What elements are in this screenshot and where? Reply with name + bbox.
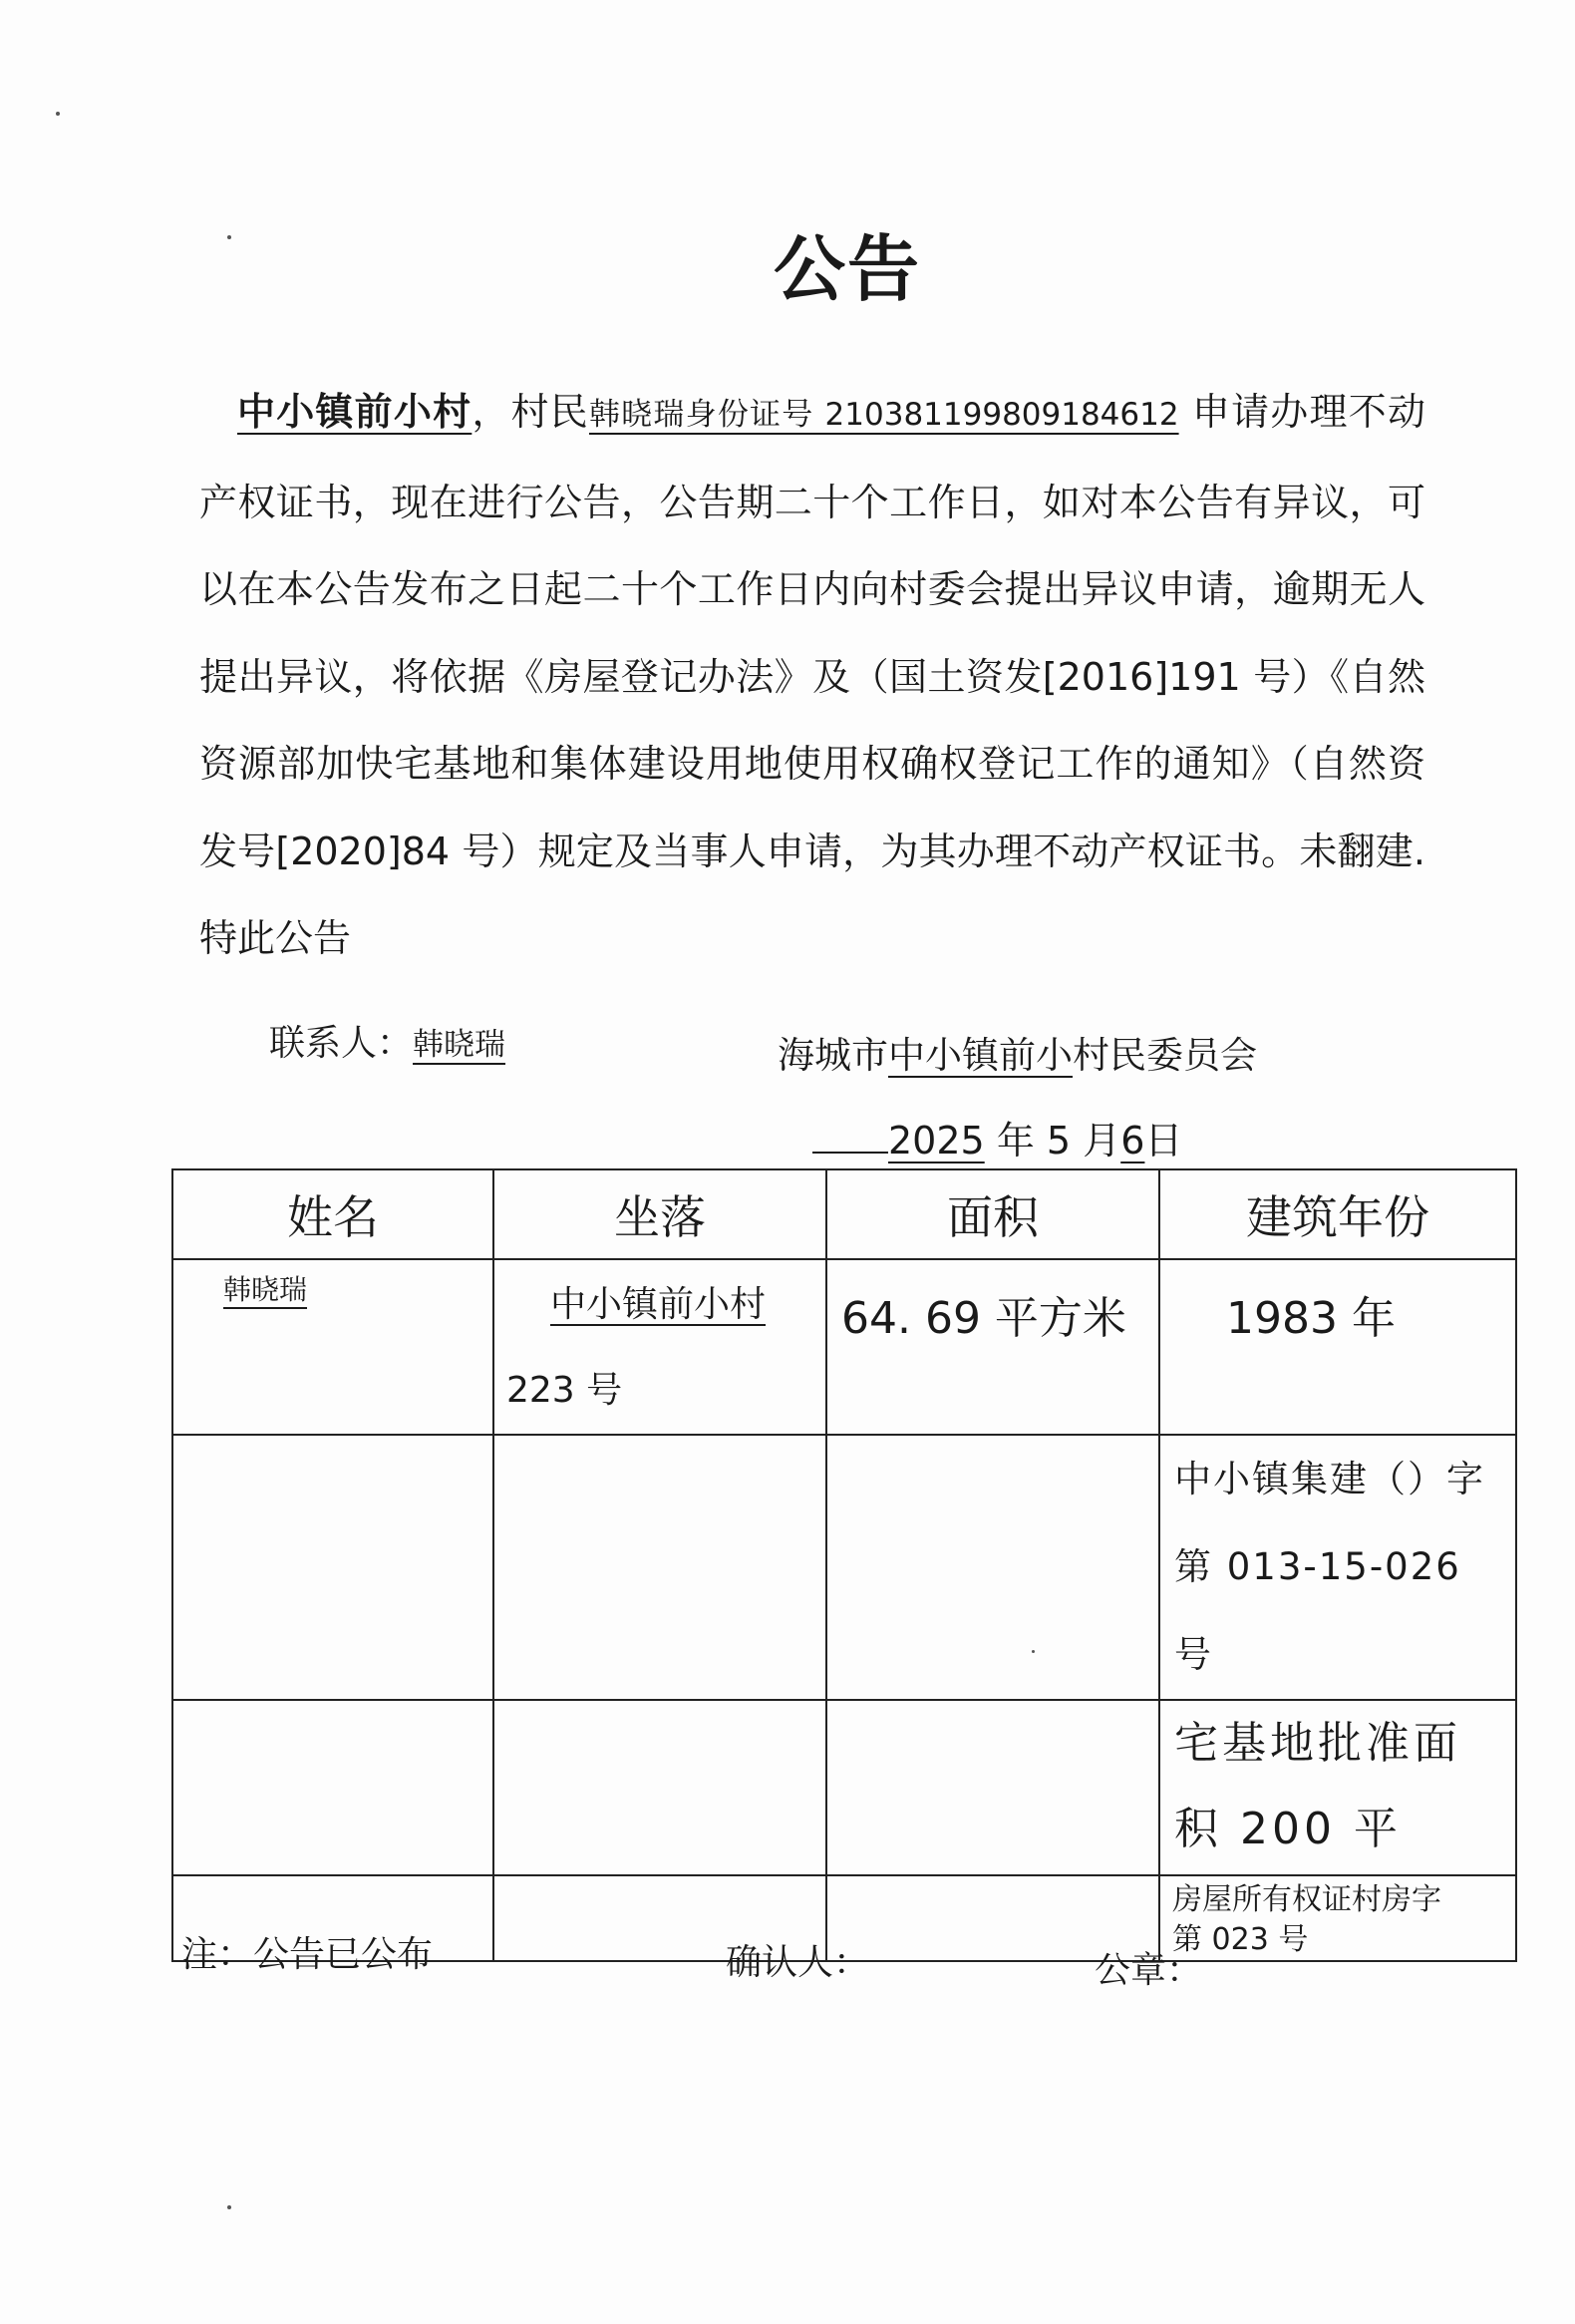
date-month-unit: 月 [1083, 1119, 1121, 1162]
contact-name: 韩晓瑞 [413, 1027, 506, 1063]
date-day: 6 [1120, 1119, 1145, 1162]
table-row [172, 1700, 1516, 1875]
header-location: 坐落 [493, 1169, 826, 1259]
notice-body [199, 369, 1425, 983]
cell-ownership-cert [1159, 1875, 1516, 1961]
committee-town: 中小镇前小 [888, 1034, 1073, 1077]
village-name: 中小镇前小村 [237, 390, 472, 434]
certificate-line-2: 第 013-15-026 号 [1174, 1545, 1461, 1676]
homestead-line-2: 积 200 平 [1174, 1804, 1402, 1854]
ownership-line-2: 第 023 号 [1172, 1922, 1309, 1957]
empty-cell [172, 1700, 493, 1875]
header-name: 姓名 [172, 1169, 493, 1259]
contact-line [269, 1015, 505, 1066]
cell-area: 64. 69 平方米 [826, 1259, 1159, 1435]
villager-label: ，村民 [472, 390, 589, 434]
notice-title: 公告 [773, 227, 921, 311]
empty-cell [172, 1435, 493, 1700]
location-line-2: 223 号 [506, 1370, 623, 1411]
table-row [172, 1435, 1516, 1700]
empty-cell [826, 1435, 1159, 1700]
cell-owner-name [172, 1259, 493, 1435]
table-row [172, 1259, 1516, 1435]
certificate-line-1: 中小镇集建（）字 [1174, 1458, 1485, 1500]
notice-date [812, 1110, 1182, 1164]
applicant-id: 韩晓瑞身份证号 210381199809184612 [588, 397, 1179, 433]
issuing-committee [778, 1025, 1257, 1079]
scan-speck [56, 112, 60, 116]
ownership-line-1: 房屋所有权证村房字 [1172, 1882, 1441, 1917]
property-table [171, 1168, 1517, 1962]
footer-confirmer: 确认人： [726, 1942, 870, 1983]
date-blank-line [812, 1116, 888, 1154]
footer-seal: 公章： [1095, 1950, 1203, 1991]
footer-note: 注：公告已公布 [181, 1934, 434, 1975]
empty-cell [493, 1700, 826, 1875]
header-area: 面积 [826, 1169, 1159, 1259]
empty-cell [493, 1435, 826, 1700]
notice-text: 申请办理不动产权证书，现在进行公告，公告期二十个工作日，如对本公告有异议，可以在本公告发布之日起二十个工作日内向村委会提出异议申请，逾期无人提出异议，将依据《房屋登记办法》及（国土资发[2016]191 号）《自然资源部加快宅基地和集体建设用地使用权确权登记工作的通知》（自然资发号[2020]84 号）规定及当事人申请，为其办理不动产权证书。未翻建. 特此公告 [199, 390, 1425, 960]
empty-cell [826, 1700, 1159, 1875]
committee-city: 海城市 [778, 1034, 888, 1077]
committee-suffix: 村民委员会 [1073, 1034, 1257, 1077]
cell-certificate [1159, 1435, 1516, 1700]
cell-build-year: 1983 年 [1159, 1259, 1516, 1435]
contact-label: 联系人： [269, 1023, 414, 1064]
location-line-1: 中小镇前小村 [550, 1284, 767, 1325]
date-year-unit: 年 [996, 1119, 1035, 1162]
header-build-year: 建筑年份 [1159, 1169, 1516, 1259]
owner-name: 韩晓瑞 [223, 1273, 308, 1306]
cell-homestead-area [1159, 1700, 1516, 1875]
cell-location [493, 1259, 826, 1435]
homestead-line-1: 宅基地批准面 [1174, 1718, 1461, 1769]
date-year: 2025 [888, 1119, 985, 1162]
date-month: 5 [1046, 1119, 1072, 1162]
date-day-unit: 日 [1144, 1119, 1183, 1162]
table-header-row [172, 1169, 1516, 1259]
scan-speck [227, 2205, 231, 2209]
